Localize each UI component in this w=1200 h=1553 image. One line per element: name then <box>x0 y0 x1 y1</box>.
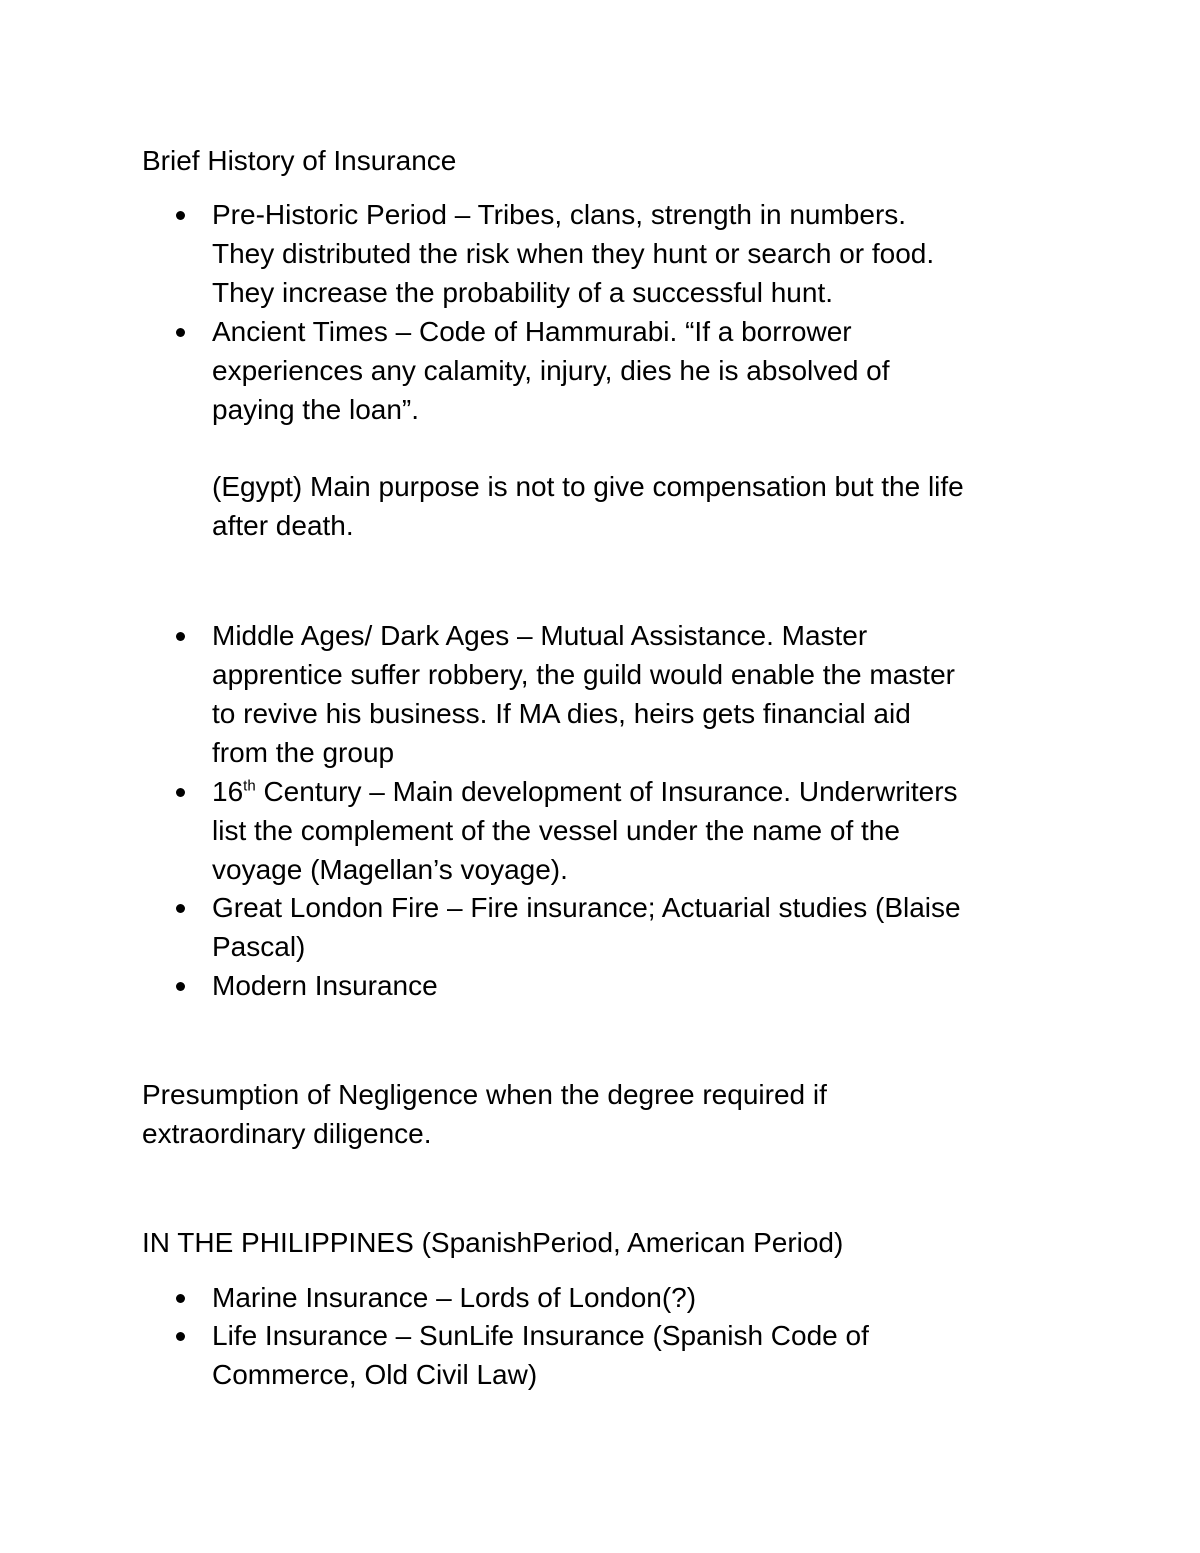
philippines-heading: IN THE PHILIPPINES (SpanishPeriod, American Period) <box>142 1227 844 1258</box>
history-item-london-fire <box>212 888 1072 966</box>
item-line <box>212 772 1072 811</box>
item-line: They distributed the risk when they hunt or search or food. <box>212 238 935 269</box>
negligence-paragraph <box>142 1075 827 1153</box>
bullet-icon <box>176 788 185 797</box>
item-line: list the complement of the vessel under the name of the <box>212 815 900 846</box>
history-item-middle-ages <box>212 616 1072 772</box>
document-heading: Brief History of Insurance <box>142 145 457 176</box>
item-line: Ancient Times – Code of Hammurabi. “If a borrower <box>212 316 852 347</box>
item-line: voyage (Magellan’s voyage). <box>212 854 568 885</box>
century-superscript: th <box>243 777 256 795</box>
philippines-item-marine <box>212 1278 1072 1317</box>
bullet-icon <box>176 982 185 991</box>
bullet-icon <box>176 1294 185 1303</box>
century-number: 16 <box>212 776 244 807</box>
item-line: Pre-Historic Period – Tribes, clans, strength in numbers. <box>212 199 907 230</box>
item-line: Modern Insurance <box>212 970 438 1001</box>
item-line: to revive his business. If MA dies, heirs gets financial aid <box>212 698 911 729</box>
item-line: (Egypt) Main purpose is not to give compensation but the life <box>212 471 964 502</box>
item-line: paying the loan”. <box>212 394 420 425</box>
item-line: apprentice suffer robbery, the guild would enable the master <box>212 659 955 690</box>
bullet-icon <box>176 328 185 337</box>
item-line: Marine Insurance – Lords of London(?) <box>212 1282 697 1313</box>
paragraph-line: extraordinary diligence. <box>142 1118 432 1149</box>
item-line: Pascal) <box>212 931 306 962</box>
bullet-icon <box>176 211 185 220</box>
history-item-modern <box>212 966 1072 1005</box>
history-item-16th-century <box>212 772 1072 889</box>
bullet-icon <box>176 904 185 913</box>
bullet-icon <box>176 1332 185 1341</box>
item-line: Commerce, Old Civil Law) <box>212 1359 538 1390</box>
history-item-prehistoric <box>212 195 1072 312</box>
item-line: from the group <box>212 737 395 768</box>
item-line: Middle Ages/ Dark Ages – Mutual Assistance. Master <box>212 620 868 651</box>
history-item-ancient-egypt-note <box>212 467 1072 545</box>
item-line: experiences any calamity, injury, dies he is absolved of <box>212 355 890 386</box>
century-text: Century – Main development of Insurance. Underwriters <box>255 776 958 807</box>
item-line: after death. <box>212 510 354 541</box>
philippines-item-life <box>212 1316 1072 1394</box>
paragraph-line: Presumption of Negligence when the degree required if <box>142 1079 827 1110</box>
item-line: Great London Fire – Fire insurance; Actuarial studies (Blaise <box>212 892 961 923</box>
item-line: Life Insurance – SunLife Insurance (Spanish Code of <box>212 1320 869 1351</box>
bullet-icon <box>176 632 185 641</box>
item-line: They increase the probability of a successful hunt. <box>212 277 834 308</box>
history-item-ancient <box>212 312 1072 429</box>
